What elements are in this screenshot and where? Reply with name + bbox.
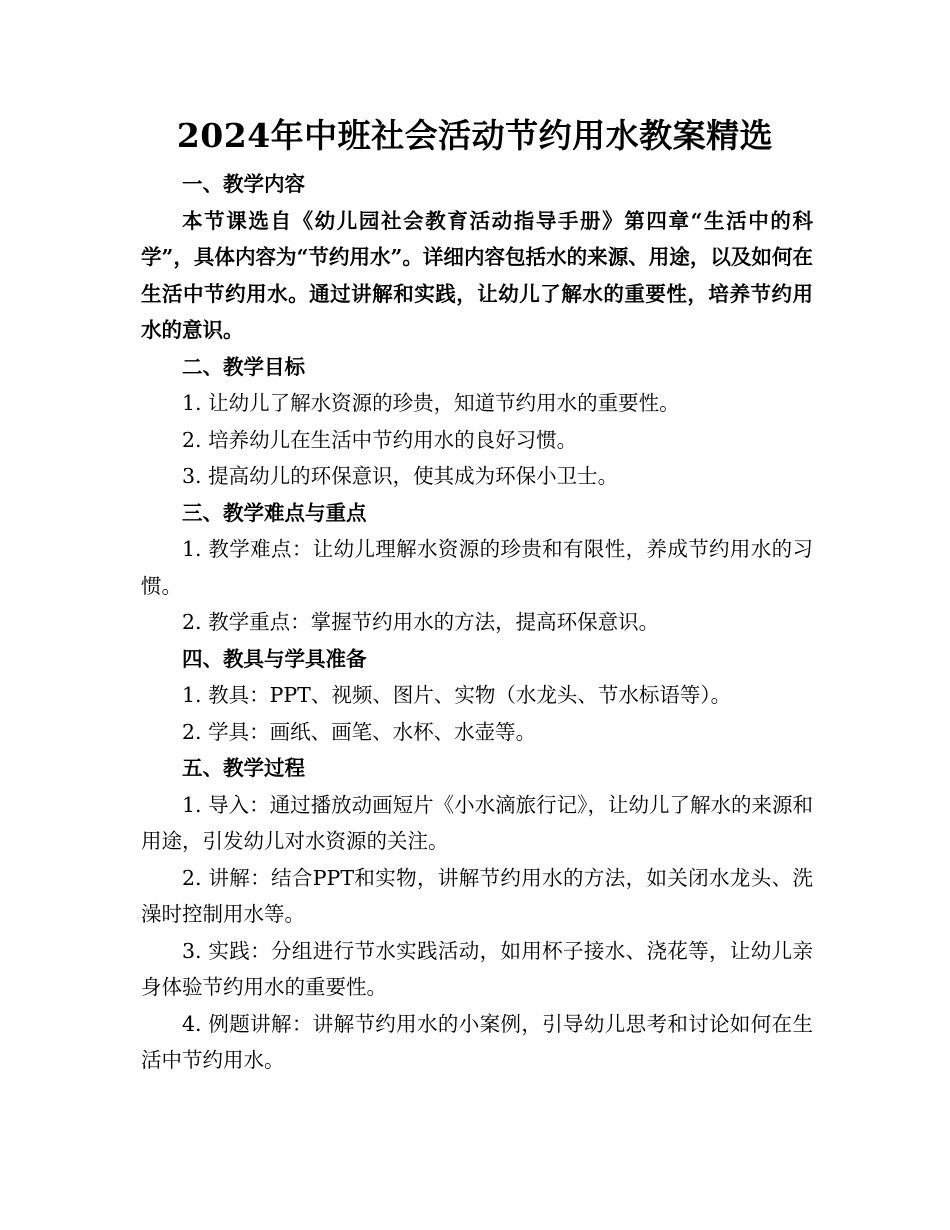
section-heading-1: 一、教学内容 <box>182 172 305 196</box>
materials-item-1: 1. 教具：PPT、视频、图片、实物（水龙头、节水标语等）。 <box>182 683 732 707</box>
objective-item-3: 3. 提高幼儿的环保意识，使其成为环保小卫士。 <box>182 464 619 488</box>
section-heading-5: 五、教学过程 <box>182 756 305 780</box>
paragraph-content-intro: 本节课选自《幼儿园社会教育活动指导手册》第四章“生活中的科学”，具体内容为“节约用水”。详细内容包括水的来源、用途，以及如何在生活中节约用水。通过讲解和实践，让幼儿了解水的重要性，培养节约用水的意识。 <box>141 208 813 342</box>
difficulty-item-2: 2. 教学重点：掌握节约用水的方法，提高环保意识。 <box>182 610 660 634</box>
document-title: 2024年中班社会活动节约用水教案精选 <box>176 116 774 155</box>
process-item-4: 4. 例题讲解：讲解节约用水的小案例，引导幼儿思考和讨论如何在生活中节约用水。 <box>141 1011 813 1072</box>
objective-item-1: 1. 让幼儿了解水资源的珍贵，知道节约用水的重要性。 <box>182 391 680 415</box>
section-heading-2: 二、教学目标 <box>182 354 305 379</box>
difficulty-item-1: 1. 教学难点：让幼儿理解水资源的珍贵和有限性，养成节约用水的习惯。 <box>141 537 813 598</box>
process-item-3: 3. 实践：分组进行节水实践活动，如用杯子接水、浇花等，让幼儿亲身体验节约用水的重要性。 <box>141 938 813 999</box>
materials-item-2: 2. 学具：画纸、画笔、水杯、水壶等。 <box>182 719 537 744</box>
process-item-1: 1. 导入：通过播放动画短片《小水滴旅行记》，让幼儿了解水的来源和用途，引发幼儿对水资源的关注。 <box>141 792 813 853</box>
process-item-2: 2. 讲解：结合PPT和实物，讲解节约用水的方法，如关闭水龙头、洗澡时控制用水等。 <box>141 865 813 926</box>
document-body <box>141 166 813 1079</box>
section-heading-4: 四、教具与学具准备 <box>182 646 367 671</box>
objective-item-2: 2. 培养幼儿在生活中节约用水的良好习惯。 <box>182 427 578 452</box>
section-heading-3: 三、教学难点与重点 <box>182 500 367 525</box>
